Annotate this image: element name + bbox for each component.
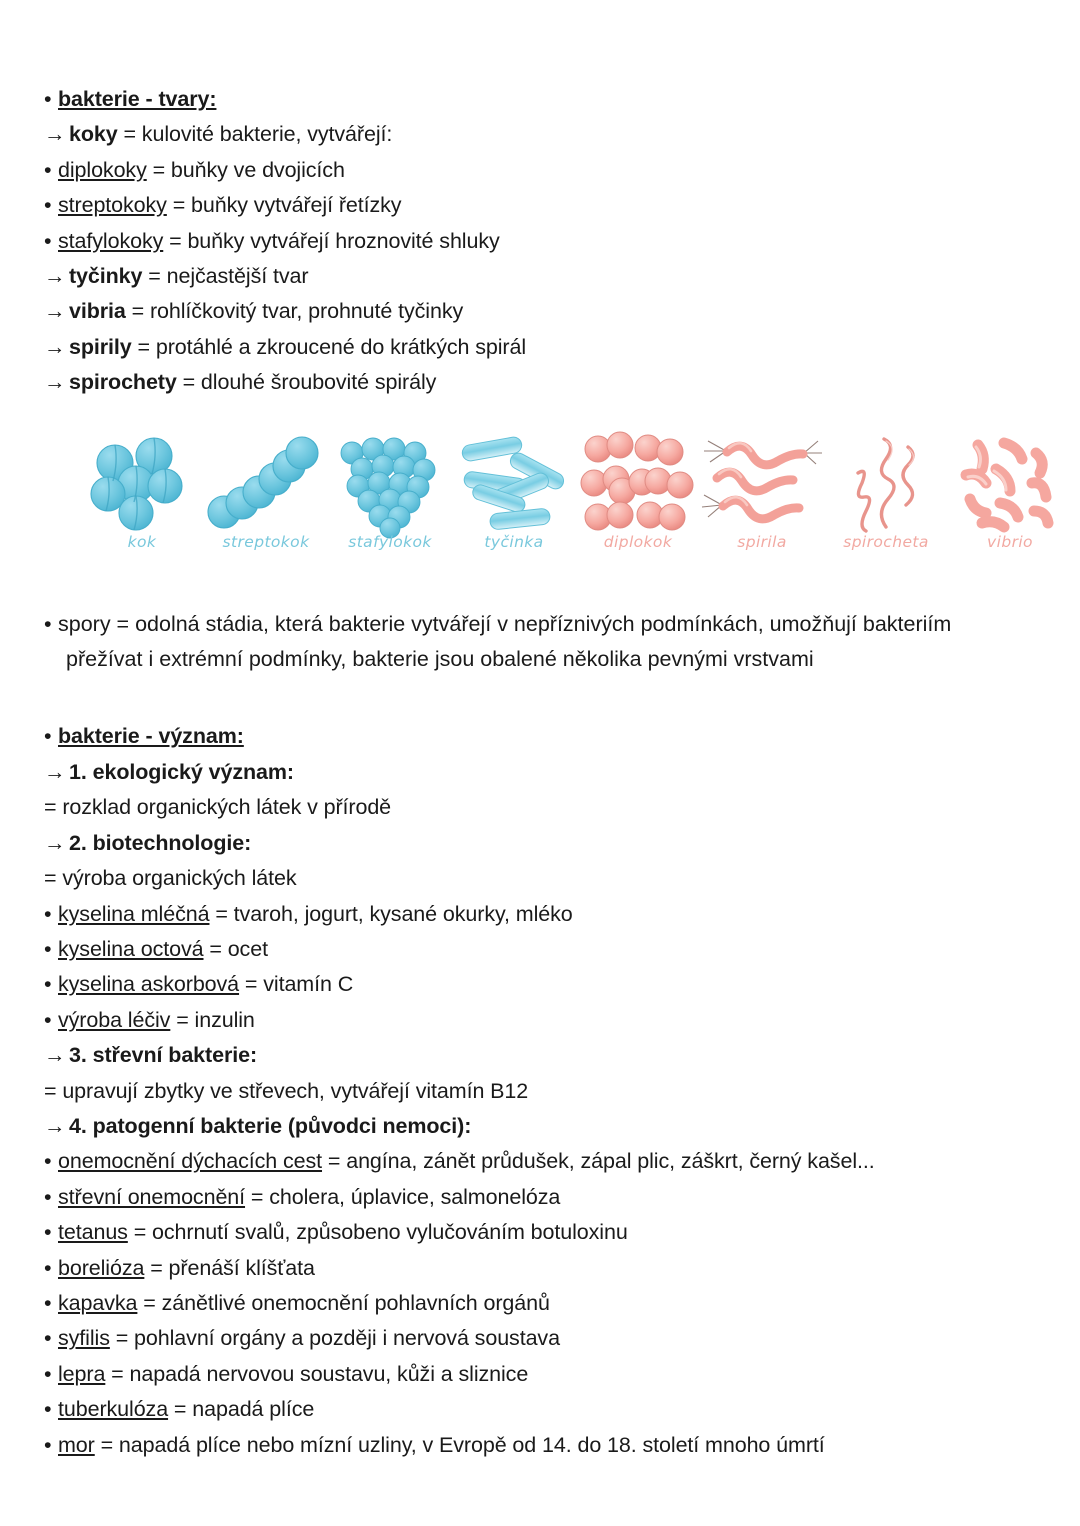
- term-rest: = zánětlivé onemocnění pohlavních orgánů: [137, 1290, 550, 1315]
- shape-line-streptokoky: [44, 188, 1036, 223]
- group-title: 4. patogenní bakterie (původci nemoci):: [69, 1113, 472, 1138]
- term: streptokoky: [58, 193, 167, 218]
- term-rest: = odolná stádia, která bakterie vytvářejí v nepříznivých podmínkách, umožňují bakteriím: [110, 611, 952, 636]
- illustration-label: vibrio: [987, 532, 1033, 551]
- arrow-glyph: →: [44, 759, 66, 784]
- section-heading-vyznam: [44, 719, 1036, 754]
- term: spirochety: [69, 370, 177, 395]
- bullet-glyph: •: [44, 972, 52, 997]
- bullet-glyph: •: [44, 1397, 52, 1422]
- term-rest: = angína, zánět průdušek, zápal plic, záškrt, černý kašel...: [322, 1149, 875, 1174]
- bacteria-shapes-illustration: [80, 429, 1072, 577]
- vyznam-group-heading-3: [44, 1038, 1036, 1073]
- term: onemocnění dýchacích cest: [58, 1149, 323, 1174]
- bullet-glyph: •: [44, 1290, 52, 1315]
- term-rest: = kulovité bakterie, vytvářejí:: [117, 122, 393, 147]
- vyznam-group-heading-4: [44, 1109, 1036, 1144]
- arrow-glyph: →: [44, 122, 66, 147]
- term: koky: [69, 122, 118, 147]
- section-heading-shapes: [44, 82, 1036, 117]
- term-rest: = napadá plíce: [168, 1397, 315, 1422]
- vyznam-group-heading-1: [44, 755, 1036, 790]
- diplococci-icon: [576, 429, 700, 537]
- arrow-glyph: →: [44, 830, 66, 855]
- illustration-label: kok: [127, 532, 157, 551]
- bullet-glyph: •: [44, 193, 52, 218]
- term-rest: = inzulin: [170, 1007, 255, 1032]
- term: stafylokoky: [58, 228, 164, 253]
- shape-line-diplokoky: [44, 153, 1036, 188]
- bullet-glyph: •: [44, 157, 52, 182]
- group-title: 2. biotechnologie:: [69, 830, 252, 855]
- vyznam-definition-3: = upravují zbytky ve střevech, vytvářejí vitamín B12: [44, 1078, 529, 1103]
- term: kyselina octová: [58, 936, 204, 961]
- coccus-cluster-icon: [80, 429, 204, 537]
- bullet-glyph: •: [44, 611, 52, 636]
- shape-line-tycinky: [44, 259, 1036, 294]
- arrow-glyph: →: [44, 334, 66, 359]
- vyznam-definition-1: = rozklad organických látek v přírodě: [44, 795, 392, 820]
- disease-item-tetanus: [44, 1215, 1036, 1250]
- illustration-item-stafylokok: [328, 429, 452, 577]
- shape-line-vibria: [44, 294, 1036, 329]
- term-rest: = ocet: [203, 936, 268, 961]
- bullet-glyph: •: [44, 1326, 52, 1351]
- shape-line-stafylokoky: [44, 224, 1036, 259]
- bullet-glyph: •: [44, 87, 52, 111]
- term: kapavka: [58, 1290, 138, 1315]
- vyznam-item-kyselina-octova: [44, 932, 1036, 967]
- disease-item-mor: [44, 1428, 1036, 1463]
- term-rest: = cholera, úplavice, salmonelóza: [245, 1184, 561, 1209]
- group-title: 3. střevní bakterie:: [69, 1043, 258, 1068]
- arrow-glyph: →: [44, 264, 66, 289]
- term-rest: = rohlíčkovitý tvar, prohnuté tyčinky: [125, 299, 464, 324]
- illustration-label: spirila: [737, 532, 787, 551]
- term-rest: = ochrnutí svalů, způsobeno vylučováním botuloxinu: [127, 1220, 628, 1245]
- term: tetanus: [58, 1220, 128, 1245]
- term: tyčinky: [69, 264, 143, 289]
- illustration-item-tycinka: [452, 429, 576, 577]
- bullet-glyph: •: [44, 1255, 52, 1280]
- term-rest: = nejčastější tvar: [142, 264, 309, 289]
- bullet-glyph: •: [44, 228, 52, 253]
- illustration-item-diplokok: [576, 429, 700, 577]
- shape-line-spirily: [44, 330, 1036, 365]
- term-rest: = vitamín C: [239, 972, 354, 997]
- spirochete-icon: [824, 429, 948, 537]
- term-rest: = pohlavní orgány a později i nervová soustava: [109, 1326, 560, 1351]
- disease-item-tuberkuloza: [44, 1392, 1036, 1427]
- illustration-label: streptokok: [222, 532, 310, 551]
- term: kyselina askorbová: [58, 972, 240, 997]
- bullet-glyph: •: [44, 1432, 52, 1457]
- term-rest: = dlouhé šroubovité spirály: [176, 370, 437, 395]
- term: spory: [58, 611, 111, 636]
- illustration-label: tyčinka: [484, 532, 544, 551]
- illustration-label: diplokok: [603, 532, 673, 551]
- shape-line-koky: [44, 117, 1036, 152]
- bullet-glyph: •: [44, 901, 52, 926]
- bullet-glyph: •: [44, 1184, 52, 1209]
- term: mor: [58, 1432, 95, 1457]
- vyznam-item-vyroba-leciv: [44, 1003, 1036, 1038]
- vyznam-item-kyselina-mlecna: [44, 897, 1036, 932]
- illustration-label: stafylokok: [348, 532, 432, 551]
- illustration-label: spirocheta: [843, 532, 929, 551]
- term: spirily: [69, 334, 132, 359]
- heading-text: bakterie - tvary:: [58, 87, 217, 111]
- term-rest: = buňky vytvářejí hroznovité shluky: [163, 228, 500, 253]
- term: borelióza: [58, 1255, 145, 1280]
- bullet-glyph: •: [44, 724, 52, 749]
- illustration-item-vibrio: [948, 429, 1072, 577]
- arrow-glyph: →: [44, 1043, 66, 1068]
- arrow-glyph: →: [44, 299, 66, 324]
- spirilla-icon: [700, 429, 824, 537]
- term: vibria: [69, 299, 126, 324]
- vyznam-group-heading-2: [44, 826, 1036, 861]
- term: střevní onemocnění: [58, 1184, 246, 1209]
- coccus-chain-icon: [204, 429, 328, 537]
- group-title: 1. ekologický význam:: [69, 759, 294, 784]
- bullet-glyph: •: [44, 1220, 52, 1245]
- illustration-item-kok: [80, 429, 204, 577]
- bullet-glyph: •: [44, 1149, 52, 1174]
- vyznam-definition-2: = výroba organických látek: [44, 866, 297, 891]
- term: lepra: [58, 1361, 106, 1386]
- arrow-glyph: →: [44, 370, 66, 395]
- disease-item-borelioza: [44, 1251, 1036, 1286]
- disease-item-dychaci-cesty: [44, 1144, 1036, 1179]
- coccus-grape-icon: [328, 429, 452, 537]
- illustration-item-spirila: [700, 429, 824, 577]
- disease-item-kapavka: [44, 1286, 1036, 1321]
- bullet-glyph: •: [44, 936, 52, 961]
- rods-icon: [452, 429, 576, 537]
- term-rest: = přenáší klíšťata: [144, 1255, 315, 1280]
- vibrios-icon: [948, 429, 1072, 537]
- term: tuberkulóza: [58, 1397, 169, 1422]
- term: kyselina mléčná: [58, 901, 210, 926]
- term: syfilis: [58, 1326, 110, 1351]
- term-rest: = napadá plíce nebo mízní uzliny, v Evropě od 14. do 18. století mnoho úmrtí: [94, 1432, 825, 1457]
- term-rest: = protáhlé a zkroucené do krátkých spirál: [131, 334, 526, 359]
- bullet-glyph: •: [44, 1007, 52, 1032]
- disease-item-strevni: [44, 1180, 1036, 1215]
- arrow-glyph: →: [44, 1113, 66, 1138]
- vyznam-item-kyselina-askorbova: [44, 967, 1036, 1002]
- term-rest: = buňky vytvářejí řetízky: [166, 193, 402, 218]
- disease-item-lepra: [44, 1357, 1036, 1392]
- shape-line-spirochety: [44, 365, 1036, 400]
- disease-item-syfilis: [44, 1321, 1036, 1356]
- term-rest: = napadá nervovou soustavu, kůži a sliznice: [105, 1361, 529, 1386]
- spory-paragraph: [44, 607, 1036, 678]
- bullet-glyph: •: [44, 1361, 52, 1386]
- term-rest: = tvaroh, jogurt, kysané okurky, mléko: [209, 901, 573, 926]
- illustration-item-spirocheta: [824, 429, 948, 577]
- spory-line-2: přežívat i extrémní podmínky, bakterie jsou obalené několika pevnými vrstvami: [66, 647, 814, 672]
- heading-text: bakterie - význam:: [58, 724, 244, 749]
- illustration-item-streptokok: [204, 429, 328, 577]
- term-rest: = buňky ve dvojicích: [146, 157, 345, 182]
- term: diplokoky: [58, 157, 147, 182]
- term: výroba léčiv: [58, 1007, 171, 1032]
